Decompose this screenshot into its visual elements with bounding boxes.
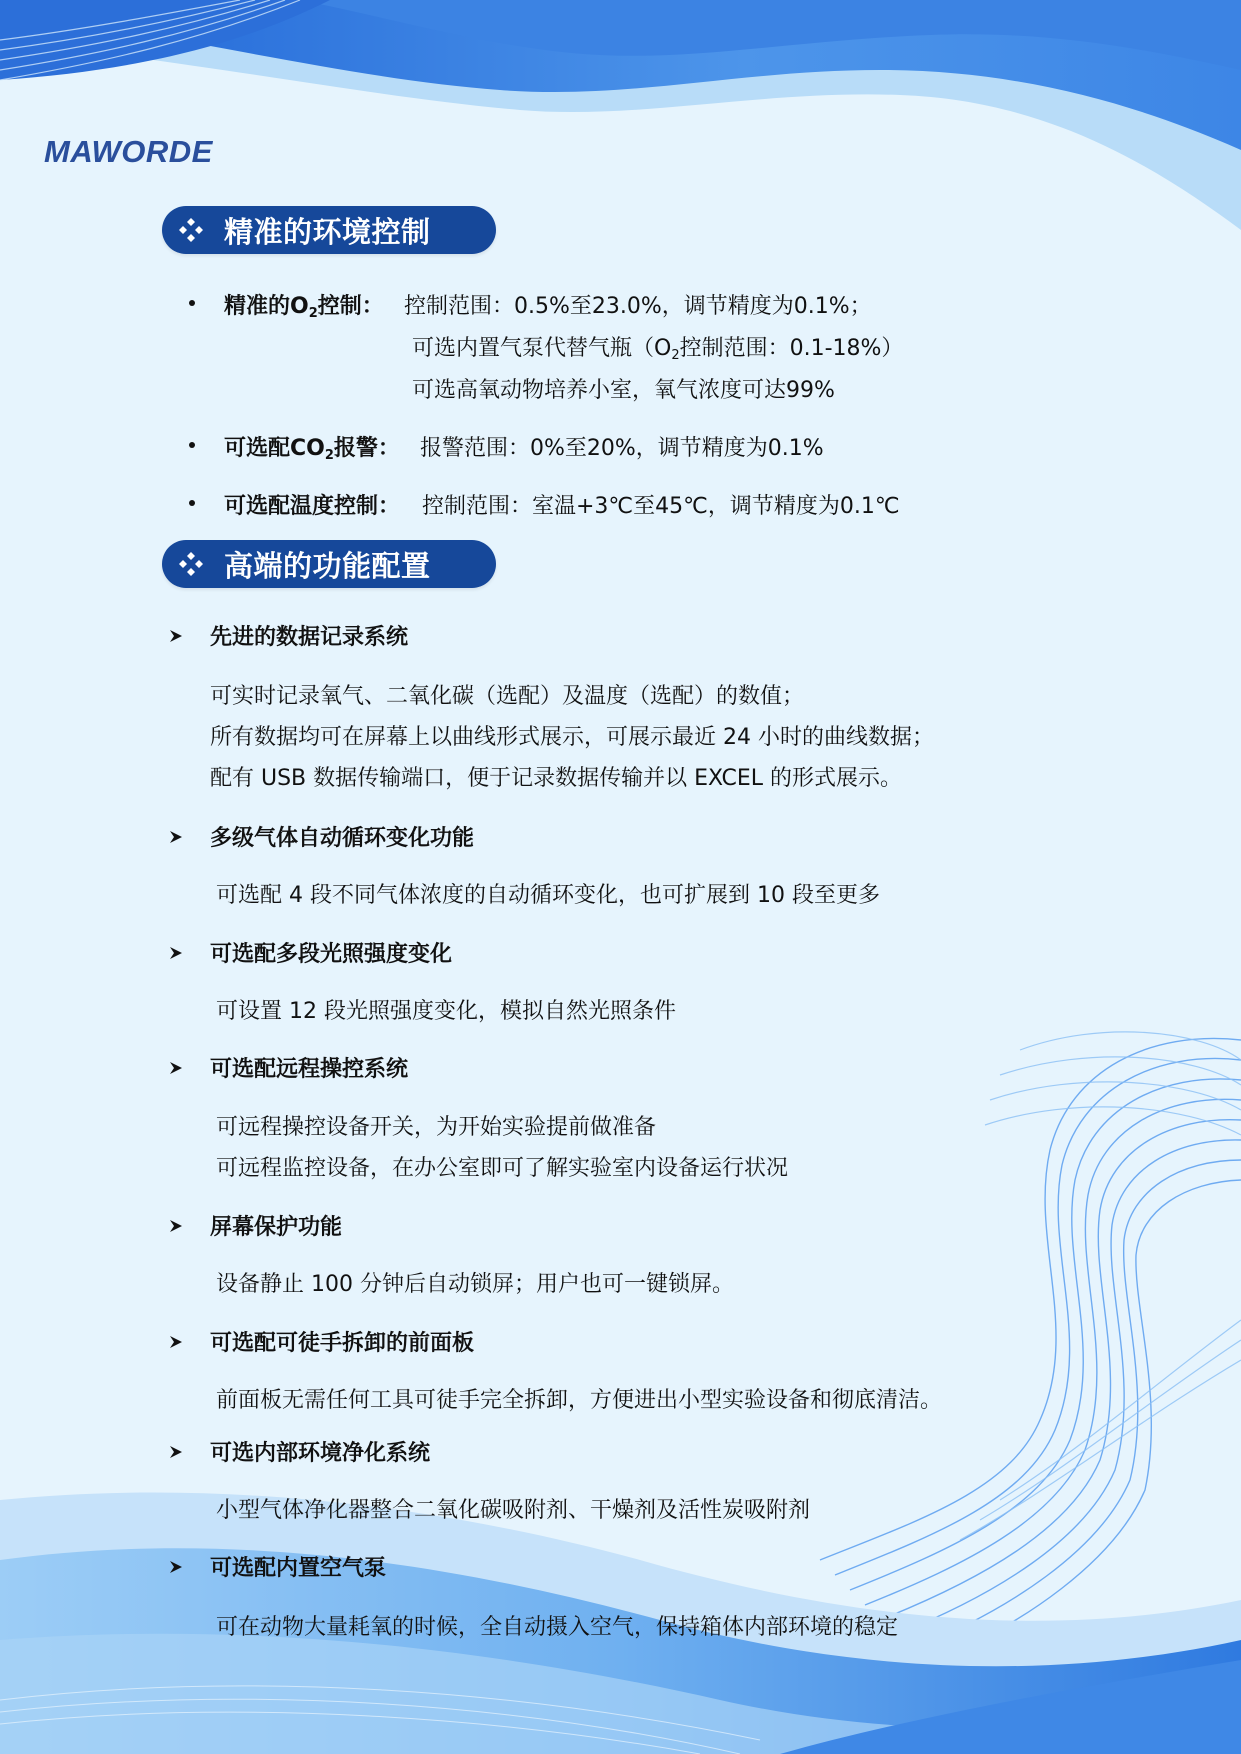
bullet-label-co2: 可选配$CO_2$报警： xyxy=(224,436,400,463)
feature-line: 配有 USB 数据传输端口，便于记录数据传输并以 EXCEL 的形式展示。 xyxy=(210,766,903,791)
feature-line: 小型气体净化器整合二氧化碳吸附剂、干燥剂及活性炭吸附剂 xyxy=(216,1498,811,1523)
feature-line: 可选配 4 段不同气体浓度的自动循环变化，也可扩展到 10 段至更多 xyxy=(216,883,880,908)
feature-title-air-pump: 可选配内置空气泵 xyxy=(168,1551,386,1582)
dot-icon xyxy=(189,300,195,306)
feature-title-lighting: 可选配多段光照强度变化 xyxy=(168,937,452,968)
feature-line: 可远程操控设备开关，为开始实验提前做准备 xyxy=(216,1115,657,1140)
four-diamond-icon xyxy=(178,551,204,577)
section-title: 精准的环境控制 xyxy=(224,214,431,249)
feature-title-screen-lock: 屏幕保护功能 xyxy=(168,1210,342,1241)
bullet-text-o2: 控制范围：0.5%至23.0%，调节精度为0.1%； xyxy=(404,294,872,319)
feature-title-remote: 可选配远程操控系统 xyxy=(168,1052,408,1083)
bullet-text-temp: 控制范围：室温+3℃至45℃，调节精度为0.1℃ xyxy=(422,494,900,519)
arrowhead-icon xyxy=(168,1218,184,1234)
four-diamond-icon xyxy=(178,217,204,243)
bullet-label-o2: 精准的$O_2$控制： xyxy=(224,294,384,321)
feature-title-gas-cycle: 多级气体自动循环变化功能 xyxy=(168,821,474,852)
arrowhead-icon xyxy=(168,1444,184,1460)
bullet-label-temp: 可选配温度控制： xyxy=(224,494,401,519)
dot-icon xyxy=(189,500,195,506)
feature-title-data-logging: 先进的数据记录系统 xyxy=(168,620,408,651)
feature-title-purification: 可选内部环境净化系统 xyxy=(168,1436,430,1467)
brand-logo-text: MAWORDE xyxy=(44,134,213,169)
arrowhead-icon xyxy=(168,628,184,644)
feature-line: 可远程监控设备，在办公室即可了解实验室内设备运行状况 xyxy=(216,1156,789,1181)
arrowhead-icon xyxy=(168,1334,184,1350)
dot-icon xyxy=(189,442,195,448)
bullet-text-co2: 报警范围：0%至20%，调节精度为0.1% xyxy=(420,436,824,461)
section-title: 高端的功能配置 xyxy=(224,548,431,583)
bullet-extra-o2-pump: 可选内置气泵代替气瓶（$O_2$控制范围：0.1-18%） xyxy=(412,336,904,363)
feature-title-front-panel: 可选配可徒手拆卸的前面板 xyxy=(168,1326,474,1357)
feature-line: 所有数据均可在屏幕上以曲线形式展示，可展示最近 24 小时的曲线数据； xyxy=(210,725,934,750)
feature-line: 前面板无需任何工具可徒手完全拆卸，方便进出小型实验设备和彻底清洁。 xyxy=(216,1388,943,1413)
arrowhead-icon xyxy=(168,945,184,961)
section-header-environment xyxy=(162,206,496,254)
bullet-extra-o2-chamber: 可选高氧动物培养小室，氧气浓度可达99% xyxy=(412,378,835,403)
arrowhead-icon xyxy=(168,1559,184,1575)
feature-line: 设备静止 100 分钟后自动锁屏；用户也可一键锁屏。 xyxy=(216,1272,734,1297)
arrowhead-icon xyxy=(168,1060,184,1076)
arrowhead-icon xyxy=(168,829,184,845)
feature-line: 可在动物大量耗氧的时候，全自动摄入空气，保持箱体内部环境的稳定 xyxy=(216,1615,899,1640)
feature-line: 可设置 12 段光照强度变化，模拟自然光照条件 xyxy=(216,999,676,1024)
feature-line: 可实时记录氧气、二氧化碳（选配）及温度（选配）的数值； xyxy=(210,684,805,709)
section-header-features xyxy=(162,540,496,588)
